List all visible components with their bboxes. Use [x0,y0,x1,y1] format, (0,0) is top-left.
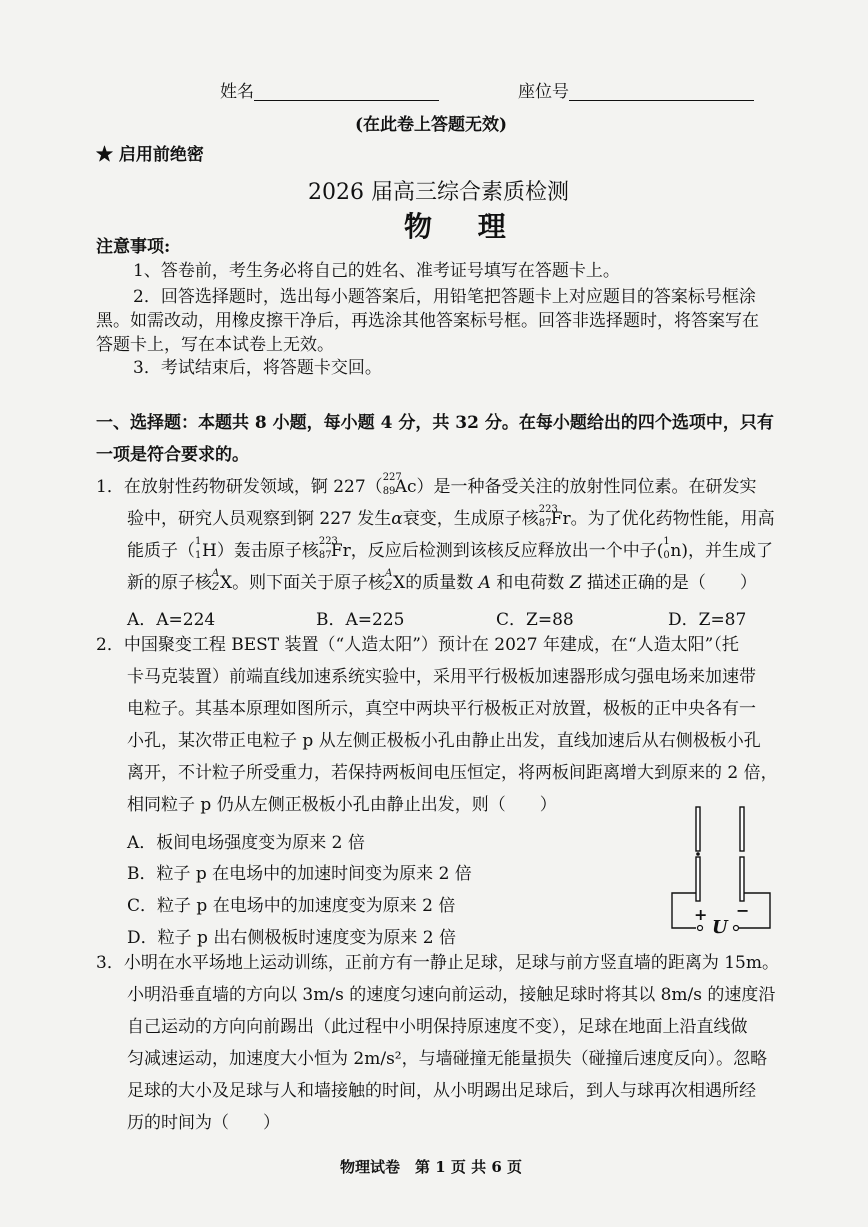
q3-line-4: 匀减速运动，加速度大小恒为 2m/s²，与墙碰撞无能量损失（碰撞后速度反向）。忽略 [127,1049,768,1069]
voltage-label: U [712,917,728,938]
q3-line-6: 历的时间为（ ） [127,1113,280,1133]
name-field [220,84,439,101]
q2-option-a[interactable]: A．板间电场强度变为原来 2 倍 [127,833,365,853]
instruction-3: 3．考试结束后，将答题卡交回。 [133,358,382,378]
nuclide-charge: Z [385,582,393,593]
nuclide-charge: Z [212,582,219,593]
instruction-2-cont2: 答题卡上，写在本试卷上无效。 [96,335,334,355]
q3-line-2: 小明沿垂直墙的方向以 3m/s 的速度匀速向前运动，接触足球时将其以 8m/s 的速度沿 [127,985,776,1005]
var-a: A [478,573,491,593]
nuclide-charge: 0 [663,550,670,561]
nuclide-symbol: n [670,541,682,561]
q1-number: 1． [96,477,124,497]
var-z: Z [569,573,582,593]
nuclide-symbol: H [202,541,217,561]
q2-line-1: 2．中国聚变工程 BEST 装置（“人造太阳”）预计在 2027 年建成，在“人造太阳”（托 [96,635,739,655]
nuclide-symbol: X [393,573,406,593]
seat-field [518,84,754,101]
q1-option-a[interactable]: A．A=224 [127,610,216,630]
exam-title: 2026 届高三综合素质检测 [308,180,569,205]
q2-line-5: 离开，不计粒子所受重力，若保持两板间电压恒定，将两板间距离增大到原来的 2 倍， [127,763,778,783]
q1-text: 验中，研究人员观察到锕 227 发生 [127,509,392,529]
q2-line-2: 卡马克装置）前端直线加速系统实验中，采用平行极板加速器形成匀强电场来加速带 [127,667,756,687]
q1-text: 新的原子核 [127,573,212,593]
q2-option-c[interactable]: C．粒子 p 在电场中的加速度变为原来 2 倍 [127,896,456,916]
nuclide-charge: 87 [318,550,332,561]
nuclide-mass: 223 [318,536,338,547]
q2-option-d[interactable]: D．粒子 p 出右侧极板时速度变为原来 2 倍 [127,928,456,948]
nuclide-mass: 1 [663,536,670,547]
subject-title: 物 理 [404,210,524,243]
q1-line-2 [127,504,775,529]
alpha-symbol: α [391,509,403,529]
q1-option-c[interactable]: C．Z=88 [496,610,574,630]
q2-line-6: 相同粒子 p 仍从左侧正极板小孔由静止出发，则（ ） [127,795,557,815]
nuclide-mass: A [212,568,220,579]
q2-line-3: 电粒子。其基本原理如图所示，真空中两块平行极板正对放置，极板的正中央各有一 [127,699,756,719]
seat-blank [569,84,754,101]
proton-nuclide [195,536,217,561]
q1-line-1 [96,472,757,497]
fr-nuclide [318,536,351,561]
q2-option-b[interactable]: B．粒子 p 在电场中的加速时间变为原来 2 倍 [127,864,472,884]
instruction-1: 1、答卷前，考生务必将自己的姓名、准考证号填写在答题卡上。 [133,261,620,281]
nuclide-mass: 227 [382,472,402,483]
nuclide-symbol: X [220,573,233,593]
x-nuclide [212,568,233,593]
q1-text: 的质量数 [405,573,479,593]
nuclide-symbol: Ac [394,477,417,497]
q1-line-3 [127,536,773,561]
minus-sign: − [736,901,750,920]
q1-line-4 [127,568,757,593]
fr-nuclide [538,504,571,529]
section1-heading-cont: 一项是符合要求的。 [96,445,249,465]
q3-line-5: 足球的大小及足球与人和墙接触的时间，从小明踢出足球后，到人与球再次相遇所经 [127,1081,756,1101]
instructions-title: 注意事项: [96,237,171,257]
name-blank [254,84,439,101]
q1-text: 衰变，生成原子核 [402,509,539,529]
seat-label: 座位号 [518,82,569,102]
invalid-notice: (在此卷上答题无效) [355,115,508,135]
instruction-2-cont: 黑。如需改动，用橡皮擦干净后，再选涂其他答案标号框。回答非选择题时，将答案写在 [96,311,759,331]
neutron-nuclide [663,536,682,561]
nuclide-charge: 87 [538,518,552,529]
nuclide-symbol: Fr [550,509,571,529]
secret-mark: ★ 启用前绝密 [96,145,204,165]
plates-figure [668,805,778,940]
q3-line-1: 3．小明在水平场地上运动训练，正前方有一静止足球，足球与前方竖直墙的距离为 15m。 [96,953,779,973]
q1-option-b[interactable]: B．A=225 [316,610,405,630]
q1-option-d[interactable]: D．Z=87 [668,610,747,630]
q1-text: 和电荷数 [490,573,570,593]
nuclide-symbol: Fr [330,541,351,561]
q1-text: ）是一种备受关注的放射性同位素。在研发实 [416,477,757,497]
nuclide-mass: A [385,568,393,579]
section1-heading: 一、选择题：本题共 8 小题，每小题 4 分，共 32 分。在每小题给出的四个选项中，只有 [96,413,774,433]
nuclide-mass: 223 [538,504,558,515]
plus-sign: + [694,905,708,924]
ac-nuclide [382,472,417,497]
nuclide-charge: 1 [195,550,202,561]
name-label: 姓名 [220,82,254,102]
q2-line-4: 小孔，某次带正电粒子 p 从左侧正极板小孔由静止出发，直线加速后从右侧极板小孔 [127,731,761,751]
q1-text: 能质子（ [127,541,195,561]
q1-text: 。则下面关于原子核 [232,573,386,593]
q1-text: 。为了优化药物性能，用高 [570,509,775,529]
q1-text: ，反应后检测到该核反应释放出一个中子( [350,541,664,561]
nuclide-charge: 89 [382,486,396,497]
instruction-2: 2．回答选择题时，选出每小题答案后，用铅笔把答题卡上对应题目的答案标号框涂 [133,287,756,307]
q3-line-3: 自己运动的方向向前踢出（此过程中小明保持原速度不变），足球在地面上沿直线做 [127,1017,748,1037]
x-nuclide [385,568,406,593]
page-footer: 物理试卷 第 1 页 共 6 页 [340,1158,522,1176]
q1-text: 在放射性药物研发领域，锕 227（ [123,477,383,497]
q1-text: ）轰击原子核 [216,541,319,561]
q1-text: 描述正确的是（ ） [581,573,757,593]
q1-text: )，并生成了 [681,541,773,561]
nuclide-mass: 1 [195,536,202,547]
